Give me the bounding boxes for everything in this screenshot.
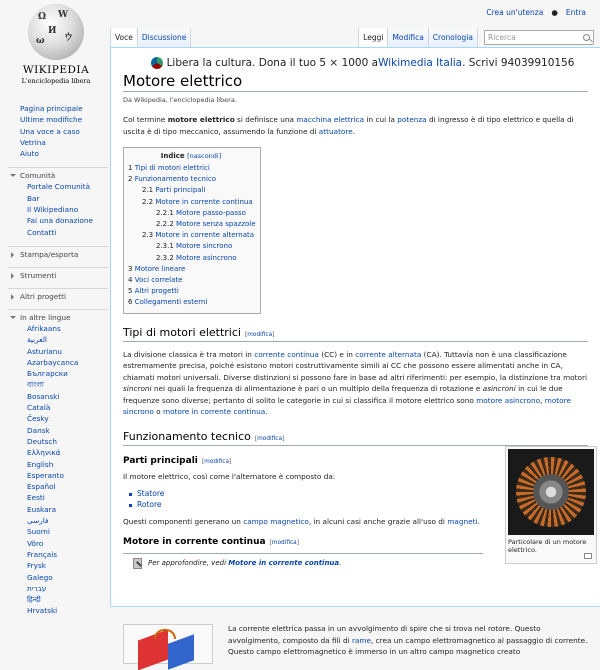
language-link[interactable]: Hrvatski bbox=[27, 606, 58, 616]
magnet-south-shape bbox=[168, 634, 194, 669]
table-of-contents bbox=[123, 147, 261, 314]
text: , in alcuni casi anche grazie all'uso di bbox=[308, 517, 448, 527]
language-link[interactable]: Français bbox=[27, 549, 58, 559]
page-title: Motore elettrico bbox=[123, 72, 588, 92]
section-heading-tipi bbox=[123, 326, 588, 342]
link-motore-sincrono[interactable]: motore sincrono bbox=[123, 395, 571, 417]
language-link[interactable]: Euskara bbox=[27, 504, 57, 514]
toc-number: 2.3 bbox=[142, 231, 154, 240]
intro-bold: motore elettrico bbox=[167, 115, 235, 124]
sidebar-item-aiuto[interactable]: Aiuto bbox=[20, 149, 39, 159]
tab-leggi[interactable]: Leggi bbox=[358, 28, 387, 47]
thumbnail-caption: Particolare di un motore elettrico. bbox=[508, 538, 587, 554]
toc-number: 2.3.2 bbox=[156, 253, 174, 262]
subsection-title: Motore in corrente continua bbox=[123, 536, 266, 547]
section-title: Tipi di motori elettrici bbox=[123, 325, 241, 339]
dc-motor-diagram-image[interactable] bbox=[123, 624, 213, 664]
language-link[interactable]: Azərbaycanca bbox=[27, 357, 79, 367]
sidebar-item-wikipediano[interactable]: Il Wikipediano bbox=[27, 205, 79, 215]
text: La corrente elettrica passa in un avvolgimento di spire che si trova nel rotore. Questo avvolgimento, composto da fili di bbox=[228, 624, 541, 645]
toc-item[interactable] bbox=[128, 264, 254, 275]
edit-section-link[interactable]: [modifica] bbox=[254, 435, 285, 442]
edit-section-link[interactable]: [modifica] bbox=[269, 539, 299, 546]
personal-tools bbox=[486, 8, 586, 17]
search-input[interactable] bbox=[484, 30, 594, 45]
link-motore-corrente-continua[interactable]: motore in corrente continua bbox=[162, 407, 266, 417]
donation-banner bbox=[137, 56, 588, 70]
language-link[interactable]: فارسی bbox=[27, 516, 49, 526]
portal-comunita-list bbox=[0, 181, 108, 237]
hatnote-link[interactable]: Motore in corrente continua bbox=[228, 558, 340, 567]
section-title: Funzionamento tecnico bbox=[123, 429, 251, 443]
wikipedia-logo[interactable] bbox=[10, 4, 102, 96]
link-corrente-continua[interactable]: corrente continua bbox=[254, 349, 319, 359]
thumbnail-motore[interactable] bbox=[505, 446, 597, 564]
language-link[interactable]: Català bbox=[27, 403, 51, 413]
subsection-title: Parti principali bbox=[123, 455, 198, 466]
banner-link[interactable]: Wikimedia Italia bbox=[378, 57, 463, 69]
sidebar-item-voce-a-caso[interactable]: Una voce a caso bbox=[20, 126, 80, 136]
text: Questi componenti generano un bbox=[123, 517, 244, 527]
tab-cronologia[interactable]: Cronologia bbox=[428, 28, 478, 47]
link-macchina-elettrica[interactable]: macchina elettrica bbox=[296, 115, 365, 124]
sidebar-item-portale-comunita[interactable]: Portale Comunità bbox=[27, 182, 91, 192]
motor-image[interactable] bbox=[508, 449, 594, 535]
toc-list bbox=[128, 163, 254, 309]
intro-text: di ingresso è di tipo elettrico e quella di uscita è di tipo meccanico, assumendo la funzione di bbox=[123, 115, 574, 136]
link-magneti[interactable]: magneti bbox=[447, 517, 478, 527]
toc-text[interactable]: Parti principali bbox=[155, 186, 206, 195]
sidebar-item-contatti[interactable]: Contatti bbox=[27, 227, 57, 237]
puzzle-globe-icon: Ω W И ウ ω bbox=[28, 4, 84, 60]
toc-number: 2.1 bbox=[142, 186, 154, 195]
language-link[interactable]: Frysk bbox=[27, 561, 47, 571]
text: (CC) e in bbox=[318, 349, 356, 359]
toc-item[interactable] bbox=[128, 174, 254, 185]
toc-text[interactable]: Motore lineare bbox=[134, 264, 186, 273]
toc-number: 2.3.1 bbox=[156, 242, 174, 251]
tab-discussione[interactable]: Discussione bbox=[137, 28, 192, 47]
coil-shape bbox=[154, 629, 176, 639]
toc-number: 3 bbox=[128, 264, 133, 273]
toc-text[interactable]: Funzionamento tecnico bbox=[134, 175, 217, 184]
portal-lingue-toggle[interactable]: In altre lingue bbox=[8, 309, 108, 322]
text: La divisione classica è tra motori in bbox=[123, 349, 255, 359]
language-list bbox=[0, 323, 108, 617]
text: . bbox=[265, 407, 268, 417]
language-link[interactable]: العربية bbox=[27, 335, 47, 345]
text: , crea un campo elettromagnetico al passaggio di corrente. Questo campo elettromagnetico è immerso in un altro campo magnetico creato bbox=[228, 635, 588, 656]
hatnote-text: Per approfondire, vedi bbox=[148, 558, 229, 567]
italic-asincroni: asincroni bbox=[482, 384, 516, 394]
language-link[interactable]: हिन्दी bbox=[27, 595, 41, 605]
toc-hide-toggle[interactable]: [nascondi] bbox=[187, 152, 222, 160]
article-content bbox=[110, 47, 600, 656]
namespace-tabs bbox=[110, 28, 191, 47]
text: , bbox=[540, 395, 545, 405]
toc-hide-label[interactable]: nascondi bbox=[189, 152, 219, 160]
sidebar-item-ultime-modifiche[interactable]: Ultime modifiche bbox=[20, 115, 83, 125]
toc-number: 2.2.1 bbox=[156, 208, 174, 217]
language-link[interactable]: Bosanski bbox=[27, 391, 60, 401]
sidebar-item-donazione[interactable]: Fai una donazione bbox=[27, 216, 94, 226]
language-link[interactable]: Deutsch bbox=[27, 436, 58, 446]
hatnote-text: . bbox=[339, 558, 342, 567]
text: o bbox=[153, 407, 163, 417]
text: (CA). Tuttavia non è una classificazione estremamente precisa, poiché esistono motori costruttivamente simili ai CC che possono essere alimentati anche in CA, chiamati motori universali. Diverse distinzioni si possono fare in base ad altri riferimenti: per esempio, la distinzione tra motori bbox=[123, 349, 587, 382]
toc-number: 5 bbox=[128, 287, 133, 296]
toc-text[interactable]: Tipi di motori elettrici bbox=[134, 164, 210, 172]
cc-paragraph bbox=[228, 623, 588, 658]
toc-item[interactable] bbox=[128, 253, 254, 264]
tab-modifica[interactable]: Modifica bbox=[387, 28, 427, 47]
edit-section-link[interactable]: [modifica] bbox=[201, 458, 232, 465]
toc-title bbox=[128, 152, 254, 160]
portal-stampa-toggle[interactable]: Stampa/esporta bbox=[8, 246, 108, 259]
portal-strumenti-toggle[interactable]: Strumenti bbox=[8, 267, 108, 280]
sidebar-item-pagina-principale[interactable]: Pagina principale bbox=[20, 104, 83, 113]
language-link[interactable]: Español bbox=[27, 482, 56, 492]
text: . bbox=[477, 517, 480, 527]
toc-number: 4 bbox=[128, 276, 133, 285]
language-link[interactable]: Asturianu bbox=[27, 346, 63, 356]
toc-item[interactable] bbox=[128, 163, 254, 174]
toc-text[interactable]: Voci correlate bbox=[134, 276, 183, 285]
toc-number: 6 bbox=[128, 298, 133, 307]
intro-text: . bbox=[352, 126, 356, 136]
wikimedia-logo-icon bbox=[151, 57, 163, 69]
parti-paragraph-1: Il motore elettrico, così come l'alternatore è composto da: bbox=[123, 471, 336, 481]
language-link[interactable]: Dansk bbox=[27, 425, 50, 435]
view-tabs bbox=[358, 28, 594, 47]
toc-number: 2.2.2 bbox=[156, 220, 174, 229]
language-link[interactable]: Afrikaans bbox=[27, 323, 61, 333]
subsection-heading-cc bbox=[123, 537, 483, 547]
hatnote bbox=[123, 553, 483, 568]
toc-text[interactable]: Motore asincrono bbox=[176, 253, 237, 262]
toc-item[interactable] bbox=[128, 275, 254, 286]
intro-text: Col termine bbox=[123, 115, 168, 124]
list-item-rotore[interactable]: Rotore bbox=[137, 499, 588, 510]
toc-text[interactable]: Motore in corrente continua bbox=[155, 197, 253, 206]
search-placeholder: Ricerca bbox=[488, 33, 516, 42]
toc-text[interactable]: Motore senza spazzole bbox=[176, 220, 256, 229]
toc-item[interactable] bbox=[128, 230, 254, 241]
toc-item[interactable] bbox=[128, 297, 254, 308]
toc-title-text: Indice bbox=[160, 152, 185, 160]
toc-text[interactable]: Motore sincrono bbox=[176, 242, 233, 251]
toc-number: 2 bbox=[128, 175, 133, 184]
create-account-link[interactable]: Crea un'utenza bbox=[486, 8, 544, 17]
intro-paragraph bbox=[123, 114, 588, 137]
toc-text[interactable]: Motore passo-passo bbox=[176, 208, 246, 217]
edit-label[interactable]: modifica bbox=[204, 458, 230, 465]
logo-tagline: L'enciclopedia libera bbox=[21, 77, 91, 85]
language-link[interactable]: Български bbox=[27, 369, 68, 379]
edit-label[interactable]: modifica bbox=[247, 331, 273, 338]
tab-voce[interactable]: Voce bbox=[110, 28, 137, 47]
edit-label[interactable]: modifica bbox=[271, 539, 297, 546]
sidebar-item-bar[interactable]: Bar bbox=[27, 193, 40, 203]
toc-item[interactable] bbox=[128, 286, 254, 297]
toc-item[interactable] bbox=[128, 208, 254, 219]
tipi-paragraph bbox=[123, 349, 588, 418]
edit-label[interactable]: modifica bbox=[257, 435, 283, 442]
see-also-icon bbox=[131, 558, 143, 568]
link-rame[interactable]: rame bbox=[351, 635, 372, 645]
sidebar-navigation bbox=[0, 103, 108, 159]
toc-item[interactable] bbox=[128, 197, 254, 208]
language-link[interactable]: Galego bbox=[27, 572, 53, 582]
language-link[interactable]: বাংলা bbox=[27, 380, 44, 390]
separator-dot: ● bbox=[551, 8, 558, 17]
text: nei quali la frequenza di alimentazione è pari o un multiplo della frequenza di rotazione e bbox=[151, 384, 483, 394]
language-link[interactable]: Võro bbox=[27, 538, 44, 548]
language-link[interactable]: Eesti bbox=[27, 493, 45, 503]
text: in cui le due frequenze sono diverse; pertanto di solito le categorie in cui si classifica il motore elettrico sono bbox=[123, 384, 563, 405]
portal-altri-progetti-toggle[interactable]: Altri progetti bbox=[8, 288, 108, 301]
toc-number: 2.2 bbox=[142, 197, 154, 206]
toc-text[interactable]: Altri progetti bbox=[134, 287, 179, 296]
search-icon[interactable] bbox=[583, 34, 590, 41]
parti-paragraph-2 bbox=[123, 516, 483, 528]
logo-wordmark: WIKIPEDIA bbox=[22, 64, 90, 76]
portal-comunita-toggle[interactable]: Comunità bbox=[8, 167, 108, 180]
site-sub: Da Wikipedia, l'enciclopedia libera. bbox=[123, 96, 237, 104]
language-link[interactable]: Suomi bbox=[27, 527, 50, 537]
language-link[interactable]: Ελληνικά bbox=[27, 448, 61, 458]
toc-text[interactable]: Collegamenti esterni bbox=[134, 298, 208, 307]
login-link[interactable]: Entra bbox=[565, 8, 586, 17]
enlarge-icon[interactable] bbox=[584, 553, 592, 559]
link-potenza[interactable]: potenza bbox=[397, 115, 427, 124]
toc-number: 1 bbox=[128, 164, 133, 172]
language-link[interactable]: English bbox=[27, 459, 54, 469]
banner-text-post: . Scrivi 94039910156 bbox=[462, 57, 575, 69]
intro-text: in cui la bbox=[364, 115, 398, 124]
edit-section-link[interactable]: [modifica] bbox=[244, 331, 275, 338]
rotor-image bbox=[533, 474, 569, 510]
banner-text-pre: Libera la cultura. Dona il tuo 5 × 1000 a bbox=[166, 57, 379, 69]
link-campo-magnetico[interactable]: campo magnetico bbox=[243, 517, 309, 527]
toc-item[interactable] bbox=[128, 241, 254, 252]
section-heading-funzionamento bbox=[123, 430, 588, 446]
link-motore-asincrono[interactable]: motore asincrono bbox=[476, 395, 541, 405]
italic-sincroni: sincroni bbox=[123, 384, 152, 394]
toc-item[interactable] bbox=[128, 185, 254, 196]
intro-text: si definisce una bbox=[234, 115, 297, 124]
language-link[interactable]: Esperanto bbox=[27, 470, 64, 480]
language-link[interactable]: Česky bbox=[27, 414, 49, 424]
list-item-statore[interactable]: Statore bbox=[137, 488, 588, 499]
sidebar bbox=[0, 103, 108, 617]
language-link[interactable]: עברית bbox=[27, 583, 47, 593]
sidebar-item-vetrina[interactable]: Vetrina bbox=[20, 137, 46, 147]
toc-item[interactable] bbox=[128, 219, 254, 230]
toc-text[interactable]: Motore in corrente alternata bbox=[155, 231, 255, 240]
link-attuatore[interactable]: attuatore bbox=[318, 126, 353, 136]
link-corrente-alternata[interactable]: corrente alternata bbox=[355, 349, 422, 359]
